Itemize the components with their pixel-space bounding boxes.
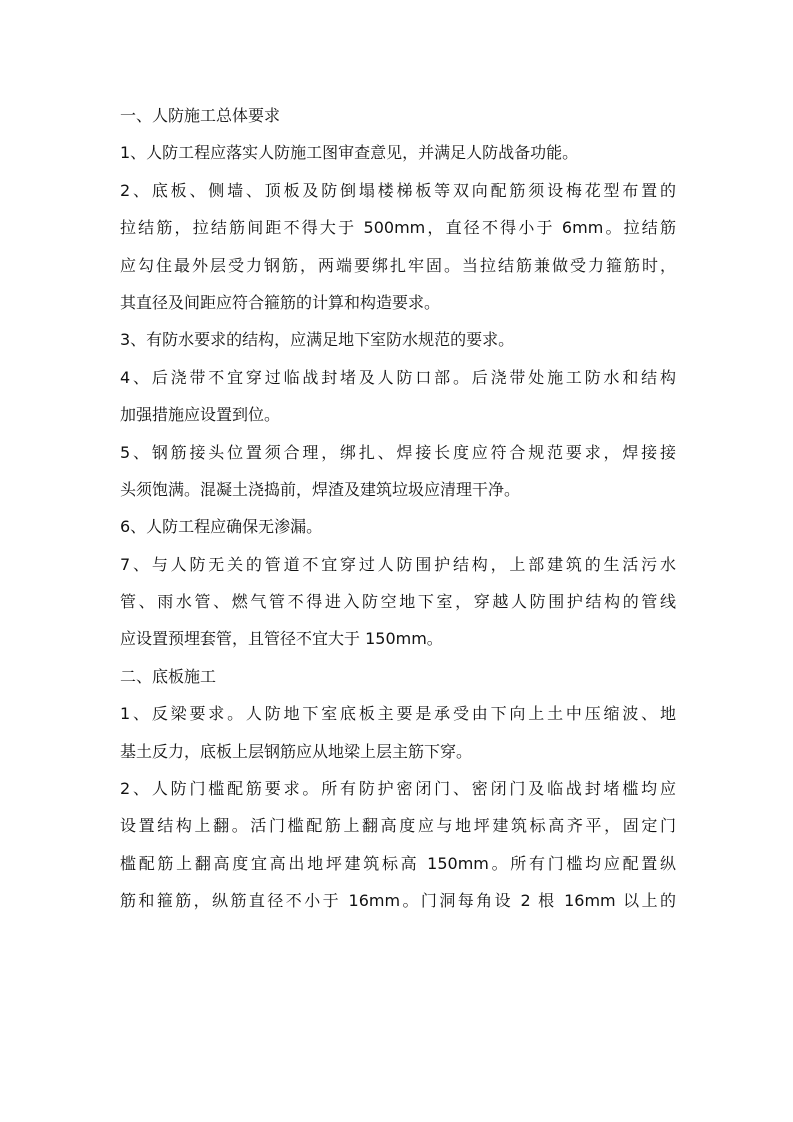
text-line: 应勾住最外层受力钢筋，两端要绑扎牢固。当拉结筋兼做受力箍筋时， [120, 255, 676, 275]
text-line: 1、反梁要求。人防地下室底板主要是承受由下向上土中压缩波、地 [120, 704, 676, 724]
text-line: 二、底板施工 [120, 666, 217, 686]
text-line: 2、人防门槛配筋要求。所有防护密闭门、密闭门及临战封堵槛均应 [120, 779, 676, 799]
document-body [120, 97, 676, 920]
text-line: 设置结构上翻。活门槛配筋上翻高度应与地坪建筑标高齐平，固定门 [120, 816, 676, 836]
text-line: 4、后浇带不宜穿过临战封堵及人防口部。后浇带处施工防水和结构 [120, 367, 676, 387]
text-line: 1、人防工程应落实人防施工图审查意见，并满足人防战备功能。 [120, 143, 579, 163]
text-line: 头须饱满。混凝土浇捣前，焊渣及建筑垃圾应清理干净。 [120, 479, 521, 499]
text-line: 槛配筋上翻高度宜高出地坪建筑标高 150mm。所有门槛均应配置纵 [120, 853, 676, 873]
text-line: 拉结筋，拉结筋间距不得大于 500mm，直径不得小于 6mm。拉结筋 [120, 218, 676, 238]
text-line: 一、人防施工总体要求 [120, 106, 281, 125]
text-line: 5、钢筋接头位置须合理，绑扎、焊接长度应符合规范要求，焊接接 [120, 442, 676, 462]
text-line: 基土反力，底板上层钢筋应从地梁上层主筋下穿。 [120, 741, 473, 761]
text-line: 管、雨水管、燃气管不得进入防空地下室，穿越人防围护结构的管线 [120, 592, 676, 612]
text-line: 6、人防工程应确保无渗漏。 [120, 517, 323, 537]
text-line: 7、与人防无关的管道不宜穿过人防围护结构，上部建筑的生活污水 [120, 554, 676, 574]
text-line: 2、底板、侧墙、顶板及防倒塌楼梯板等双向配筋须设梅花型布置的 [120, 180, 676, 200]
text-line: 应设置预埋套管，且管径不宜大于 150mm。 [120, 629, 443, 649]
text-line: 其直径及间距应符合箍筋的计算和构造要求。 [120, 292, 441, 312]
text-line: 加强措施应设置到位。 [120, 405, 281, 425]
text-line: 3、有防水要求的结构，应满足地下室防水规范的要求。 [120, 330, 515, 350]
text-line: 筋和箍筋，纵筋直径不小于 16mm。门洞每角设 2 根 16mm 以上的 [120, 891, 676, 911]
